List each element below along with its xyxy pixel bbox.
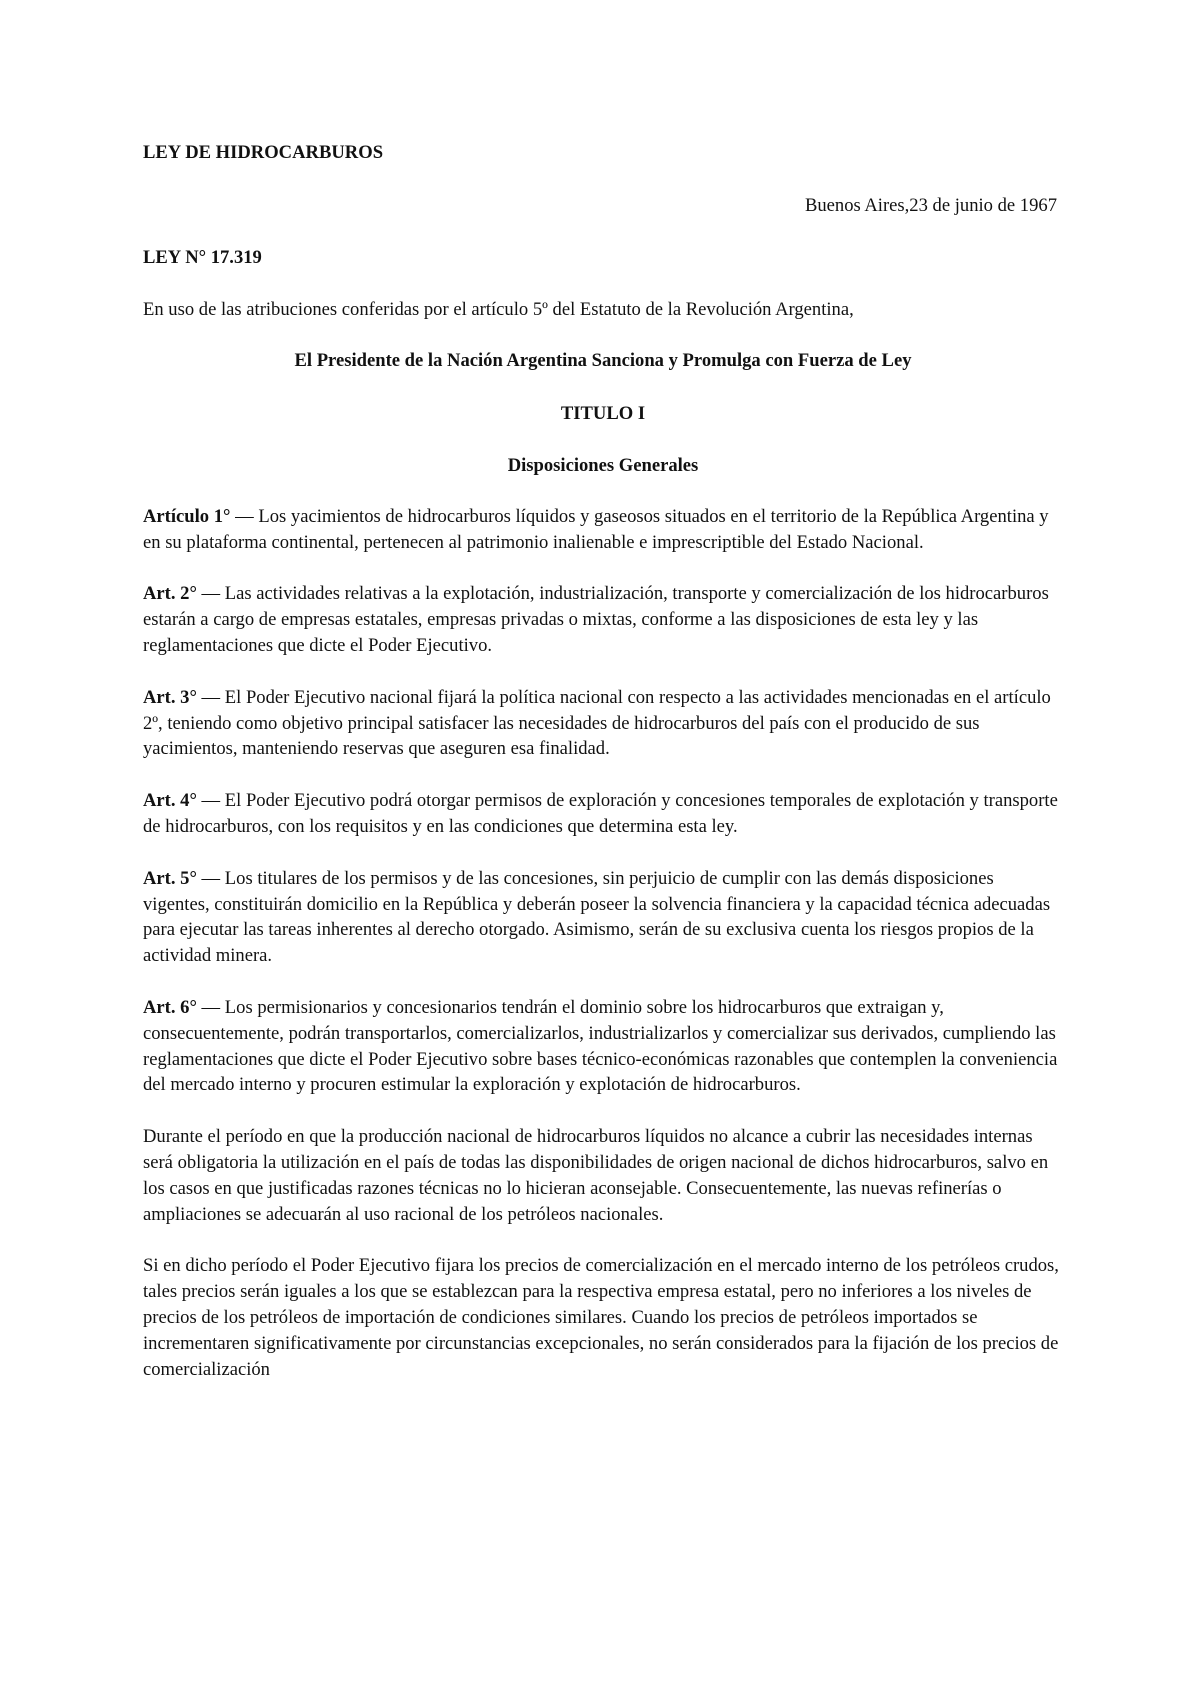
article-text: — El Poder Ejecutivo nacional fijará la política nacional con respecto a las actividades mencionadas en el artículo 2º, teniendo como objetivo principal satisfacer las necesidades de hidrocarburos del país con el producido de sus yacimientos, manteniendo reservas que aseguren esa finalidad. bbox=[143, 686, 1051, 760]
article-1 bbox=[143, 504, 1063, 556]
article-text: — Los yacimientos de hidrocarburos líquidos y gaseosos situados en el territorio de la República Argentina y en su plataforma continental, pertenecen al patrimonio inalienable e imprescriptible del Estado Nacional. bbox=[143, 505, 1049, 553]
section-heading: Disposiciones Generales bbox=[507, 454, 699, 476]
body-paragraph: Durante el período en que la producción nacional de hidrocarburos líquidos no alcance a cubrir las necesidades internas será obligatoria la utilización en el país de todas las disponibilidades de origen nacional de dichos hidrocarburos, salvo en los casos en que justificadas razones técnicas no lo hicieran aconsejable. Consecuentemente, las nuevas refinerías o ampliaciones se adecuarán al uso racional de los petróleos nacionales. bbox=[143, 1126, 1049, 1225]
article-3 bbox=[143, 685, 1063, 762]
article-text: — Los permisionarios y concesionarios tendrán el dominio sobre los hidrocarburos que extraigan y, consecuentemente, podrán transportarlos, comercializarlos, industrializarlos y comercializar sus derivados, cumpliendo las reglamentaciones que dicte el Poder Ejecutivo sobre bases técnico-económicas razonables que contemplen la conveniencia del mercado interno y procuren estimular la exploración y explotación de hidrocarburos. bbox=[143, 996, 1058, 1096]
place-date: Buenos Aires,23 de junio de 1967 bbox=[804, 195, 1057, 216]
article-label: Art. 6° bbox=[143, 996, 197, 1018]
document-page bbox=[143, 140, 1063, 1408]
article-text: — El Poder Ejecutivo podrá otorgar permisos de exploración y concesiones temporales de explotación y transporte de hidrocarburos, con los requisitos y en las condiciones que determina esta ley. bbox=[143, 790, 1058, 837]
article-5 bbox=[143, 866, 1063, 969]
article-label: Art. 4° bbox=[143, 790, 197, 812]
article-label: Art. 2° bbox=[143, 583, 197, 605]
law-number: LEY N° 17.319 bbox=[143, 246, 262, 268]
article-2 bbox=[143, 581, 1063, 658]
article-6 bbox=[143, 995, 1063, 1098]
article-label: Art. 5° bbox=[143, 867, 197, 889]
articles bbox=[143, 504, 1063, 1383]
article-label: Art. 3° bbox=[143, 686, 197, 708]
law-title: LEY DE HIDROCARBUROS bbox=[143, 142, 384, 163]
title-heading: TITULO I bbox=[560, 403, 646, 425]
enacting-clause: El Presidente de la Nación Argentina Sanciona y Promulga con Fuerza de Ley bbox=[294, 350, 912, 372]
body-paragraph: Si en dicho período el Poder Ejecutivo fijara los precios de comercialización en el mercado interno de los petróleos crudos, tales precios serán iguales a los que se establezcan para la respectiva empresa estatal, pero no inferiores a los niveles de precios de los petróleos de importación de condiciones similares. Cuando los precios de petróleos importados se incrementaren significativamente por circunstancias excepcionales, no serán considerados para la fijación de los precios de comercialización bbox=[143, 1255, 1059, 1380]
article-text: — Las actividades relativas a la explotación, industrialización, transporte y comercialización de los hidrocarburos estarán a cargo de empresas estatales, empresas privadas o mixtas, conforme a las disposiciones de esta ley y las reglamentaciones que dicte el Poder Ejecutivo. bbox=[143, 583, 1049, 656]
article-label: Artículo 1° bbox=[143, 505, 231, 527]
article-text: — Los titulares de los permisos y de las concesiones, sin perjuicio de cumplir con las demás disposiciones vigentes, constituirán domicilio en la República y deberán poseer la solvencia financiera y la capacidad técnica adecuadas para ejecutar las tareas inherentes al derecho otorgado. Asimismo, serán de su exclusiva cuenta los riesgos propios de la actividad minera. bbox=[143, 867, 1051, 967]
article-4 bbox=[143, 788, 1063, 840]
preamble: En uso de las atribuciones conferidas por el artículo 5º del Estatuto de la Revolución Argentina, bbox=[143, 298, 854, 320]
